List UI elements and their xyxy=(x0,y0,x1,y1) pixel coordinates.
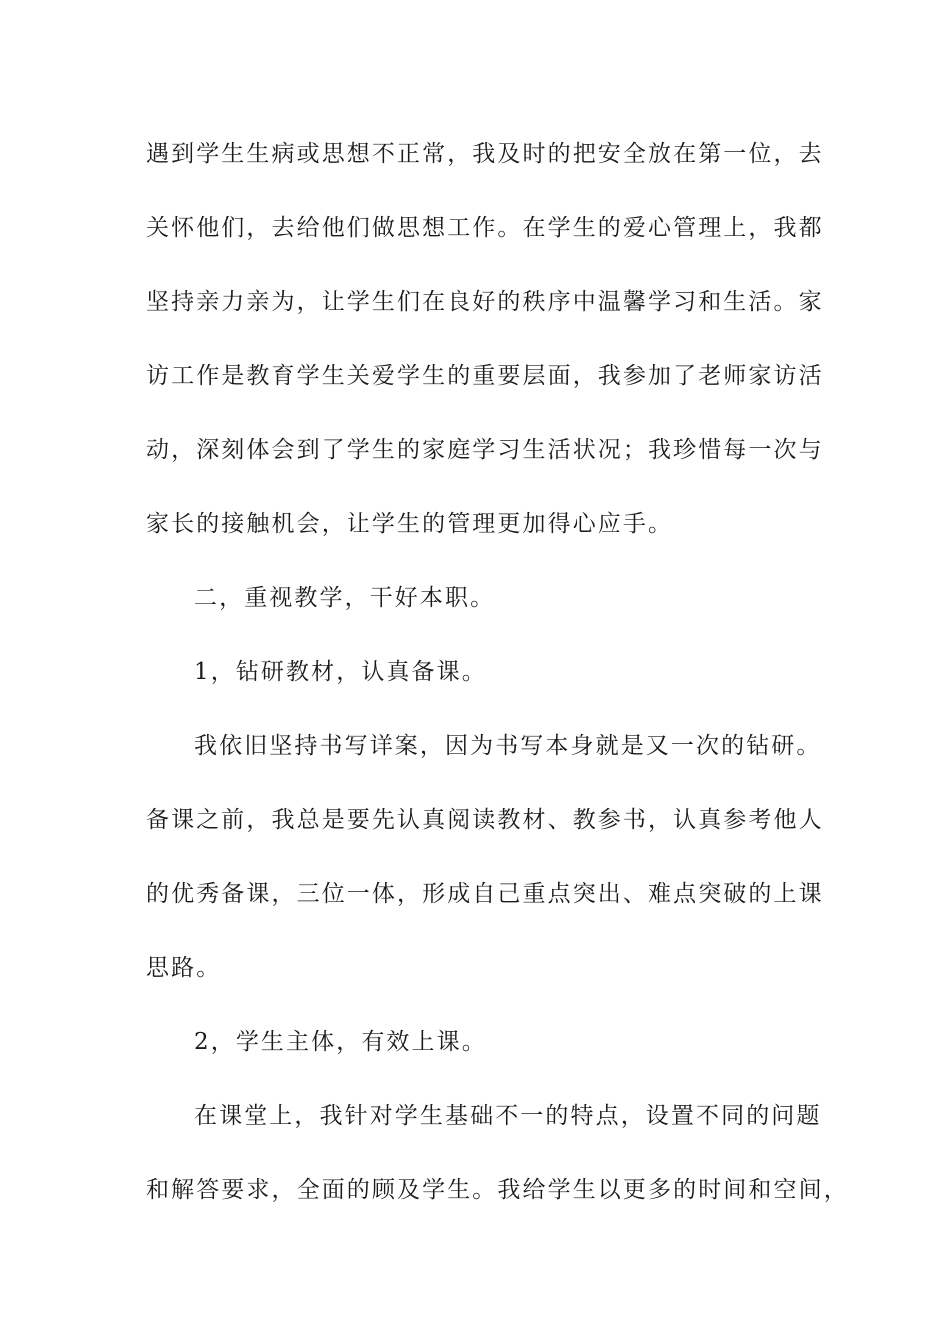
text-line: 备课之前，我总是要先认真阅读教材、教参书，认真参考他人 xyxy=(146,807,824,833)
text-line: 遇到学生生病或思想不正常，我及时的把安全放在第一位，去 xyxy=(146,141,824,167)
text-line: 的优秀备课，三位一体，形成自己重点突出、难点突破的上课 xyxy=(146,881,824,907)
document-body xyxy=(146,132,849,1242)
subsection-heading: 2，学生主体，有效上课。 xyxy=(194,1029,487,1055)
text-line: 我依旧坚持书写详案，因为书写本身就是又一次的钻研。 xyxy=(194,733,822,759)
subsection-heading: 1，钻研教材，认真备课。 xyxy=(194,659,487,685)
text-line: 在课堂上，我针对学生基础不一的特点，设置不同的问题 xyxy=(194,1103,822,1129)
section-heading: 二，重视教学，干好本职。 xyxy=(194,585,496,611)
text-line: 和解答要求，全面的顾及学生。我给学生以更多的时间和空间， xyxy=(146,1177,849,1203)
text-line: 动，深刻体会到了学生的家庭学习生活状况；我珍惜每一次与 xyxy=(146,437,824,463)
text-line: 思路。 xyxy=(146,955,222,981)
text-line: 访工作是教育学生关爱学生的重要层面，我参加了老师家访活 xyxy=(146,363,824,389)
text-line: 家长的接触机会，让学生的管理更加得心应手。 xyxy=(146,511,674,537)
text-line: 关怀他们，去给他们做思想工作。在学生的爱心管理上，我都 xyxy=(146,215,824,241)
text-line: 坚持亲力亲为，让学生们在良好的秩序中温馨学习和生活。家 xyxy=(146,289,824,315)
